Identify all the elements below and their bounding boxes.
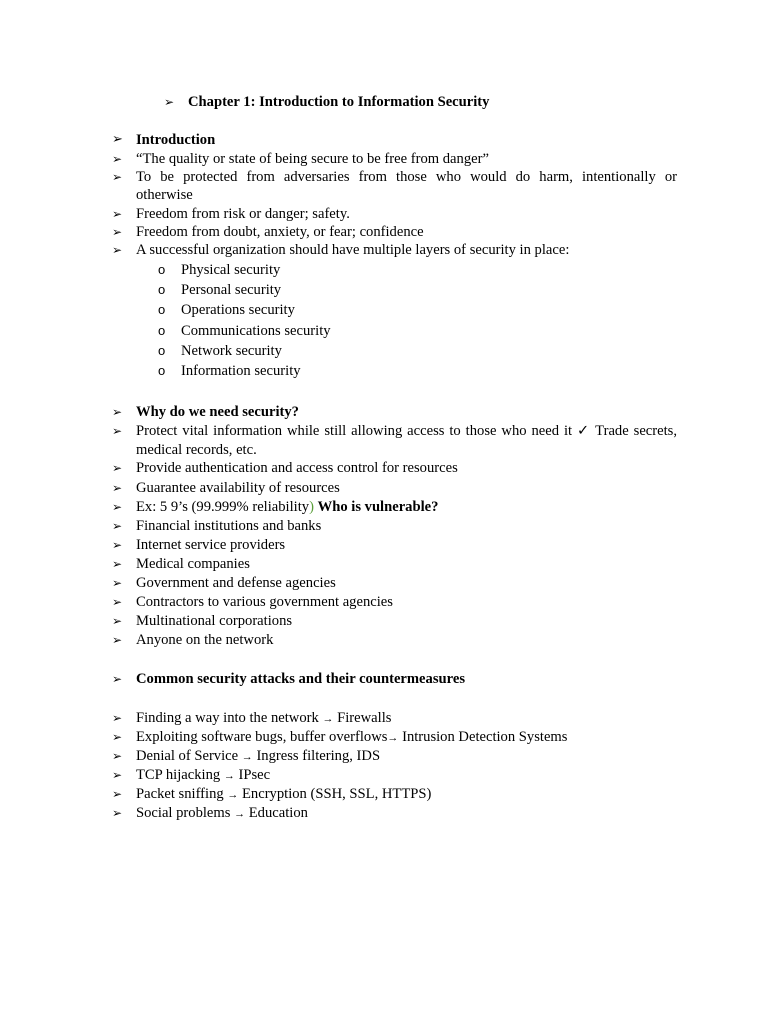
list-item-text: Anyone on the network <box>136 632 274 648</box>
why-heading: Why do we need security? <box>136 404 299 420</box>
right-arrow-icon: → <box>234 808 246 820</box>
bullet-arrow-icon: ➢ <box>112 170 123 184</box>
sub-list-item-text: Information security <box>181 363 301 379</box>
right-arrow-icon: → <box>322 713 334 725</box>
list-item-text: Protect vital information while still allowing access to those who need it ✓ Trade secrets, <box>136 423 677 439</box>
attacks-heading: Common security attacks and their countermeasures <box>136 671 466 687</box>
bullet-arrow-icon: ➢ <box>112 152 123 166</box>
bullet-arrow-icon: ➢ <box>112 519 123 533</box>
bullet-arrow-icon: ➢ <box>112 595 123 609</box>
list-item-text: Provide authentication and access control for resources <box>136 460 458 476</box>
bullet-arrow-icon: ➢ <box>112 207 123 221</box>
circle-bullet-icon: o <box>158 262 166 277</box>
bullet-arrow-icon: ➢ <box>112 132 123 147</box>
attack-name: Finding a way into the network <box>136 710 319 726</box>
list-item-text: Guarantee availability of resources <box>136 480 340 496</box>
list-item-text: To be protected from adversaries from those who would do harm, intentionally or <box>136 169 677 185</box>
bullet-arrow-icon: ➢ <box>112 424 123 438</box>
list-item-text: otherwise <box>136 187 193 203</box>
attack-item-text <box>136 766 270 785</box>
green-paren: ) <box>309 499 314 515</box>
sub-list-item-text: Physical security <box>181 262 281 278</box>
chapter-title: Chapter 1: Introduction to Information Security <box>188 94 490 110</box>
bullet-arrow-icon: ➢ <box>112 633 123 647</box>
list-item-text: Government and defense agencies <box>136 575 336 591</box>
attack-name: TCP hijacking <box>136 767 221 783</box>
right-arrow-icon: → <box>223 770 235 782</box>
bullet-arrow-icon: ➢ <box>112 243 123 257</box>
circle-bullet-icon: o <box>158 282 166 297</box>
bullet-arrow-icon: ➢ <box>112 500 123 514</box>
bullet-arrow-icon: ➢ <box>112 461 123 475</box>
list-item-text: Medical companies <box>136 556 250 572</box>
bullet-arrow-icon: ➢ <box>112 806 123 820</box>
attack-item-text <box>136 728 567 747</box>
countermeasure: Encryption (SSH, SSL, HTTPS) <box>242 786 432 802</box>
bullet-arrow-icon: ➢ <box>112 730 123 744</box>
bullet-arrow-icon: ➢ <box>112 225 123 239</box>
who-vulnerable-heading: Who is vulnerable? <box>317 499 439 515</box>
list-item-text: Internet service providers <box>136 537 286 553</box>
sub-list-item-text: Operations security <box>181 302 295 318</box>
attack-name: Social problems <box>136 805 231 821</box>
list-item-text: medical records, etc. <box>136 442 257 458</box>
countermeasure: Intrusion Detection Systems <box>402 729 568 745</box>
bullet-arrow-icon: ➢ <box>112 749 123 763</box>
sub-list-item-text: Personal security <box>181 282 282 298</box>
right-arrow-icon: → <box>241 751 253 763</box>
circle-bullet-icon: o <box>158 363 166 378</box>
attack-item-text <box>136 785 431 804</box>
attack-item-text <box>136 709 391 728</box>
list-item-text: A successful organization should have multiple layers of security in place: <box>136 242 570 258</box>
attack-name: Denial of Service <box>136 748 239 764</box>
intro-heading: Introduction <box>136 132 216 148</box>
bullet-arrow-icon: ➢ <box>112 538 123 552</box>
countermeasure: Education <box>248 805 308 821</box>
countermeasure: IPsec <box>238 767 271 783</box>
right-arrow-icon: → <box>227 789 239 801</box>
attack-item-text <box>136 804 308 823</box>
attack-name: Exploiting software bugs, buffer overflows <box>136 729 388 745</box>
right-arrow-icon: → <box>387 732 399 744</box>
list-item-text: Financial institutions and banks <box>136 518 322 534</box>
bullet-arrow-icon: ➢ <box>164 95 175 109</box>
list-item-text: Contractors to various government agencies <box>136 594 393 610</box>
list-item-text: “The quality or state of being secure to be free from danger” <box>136 151 489 167</box>
list-item-text: Freedom from risk or danger; safety. <box>136 206 350 222</box>
bullet-arrow-icon: ➢ <box>112 576 123 590</box>
attack-item-text <box>136 747 380 766</box>
bullet-arrow-icon: ➢ <box>112 614 123 628</box>
countermeasure: Firewalls <box>337 710 392 726</box>
attack-name: Packet sniffing <box>136 786 224 802</box>
countermeasure: Ingress filtering, IDS <box>256 748 381 764</box>
circle-bullet-icon: o <box>158 302 166 317</box>
bullet-arrow-icon: ➢ <box>112 768 123 782</box>
circle-bullet-icon: o <box>158 323 166 338</box>
circle-bullet-icon: o <box>158 343 166 358</box>
list-item-text: Freedom from doubt, anxiety, or fear; confidence <box>136 224 424 240</box>
bullet-arrow-icon: ➢ <box>112 405 123 419</box>
example-text: Ex: 5 9’s (99.999% reliability <box>136 499 310 515</box>
bullet-arrow-icon: ➢ <box>112 557 123 571</box>
sub-list-item-text: Communications security <box>181 323 331 339</box>
list-item-text: Multinational corporations <box>136 613 293 629</box>
bullet-arrow-icon: ➢ <box>112 711 123 725</box>
sub-list-item-text: Network security <box>181 343 282 359</box>
bullet-arrow-icon: ➢ <box>112 672 123 686</box>
list-item-text <box>136 498 438 516</box>
bullet-arrow-icon: ➢ <box>112 787 123 801</box>
bullet-arrow-icon: ➢ <box>112 481 123 495</box>
